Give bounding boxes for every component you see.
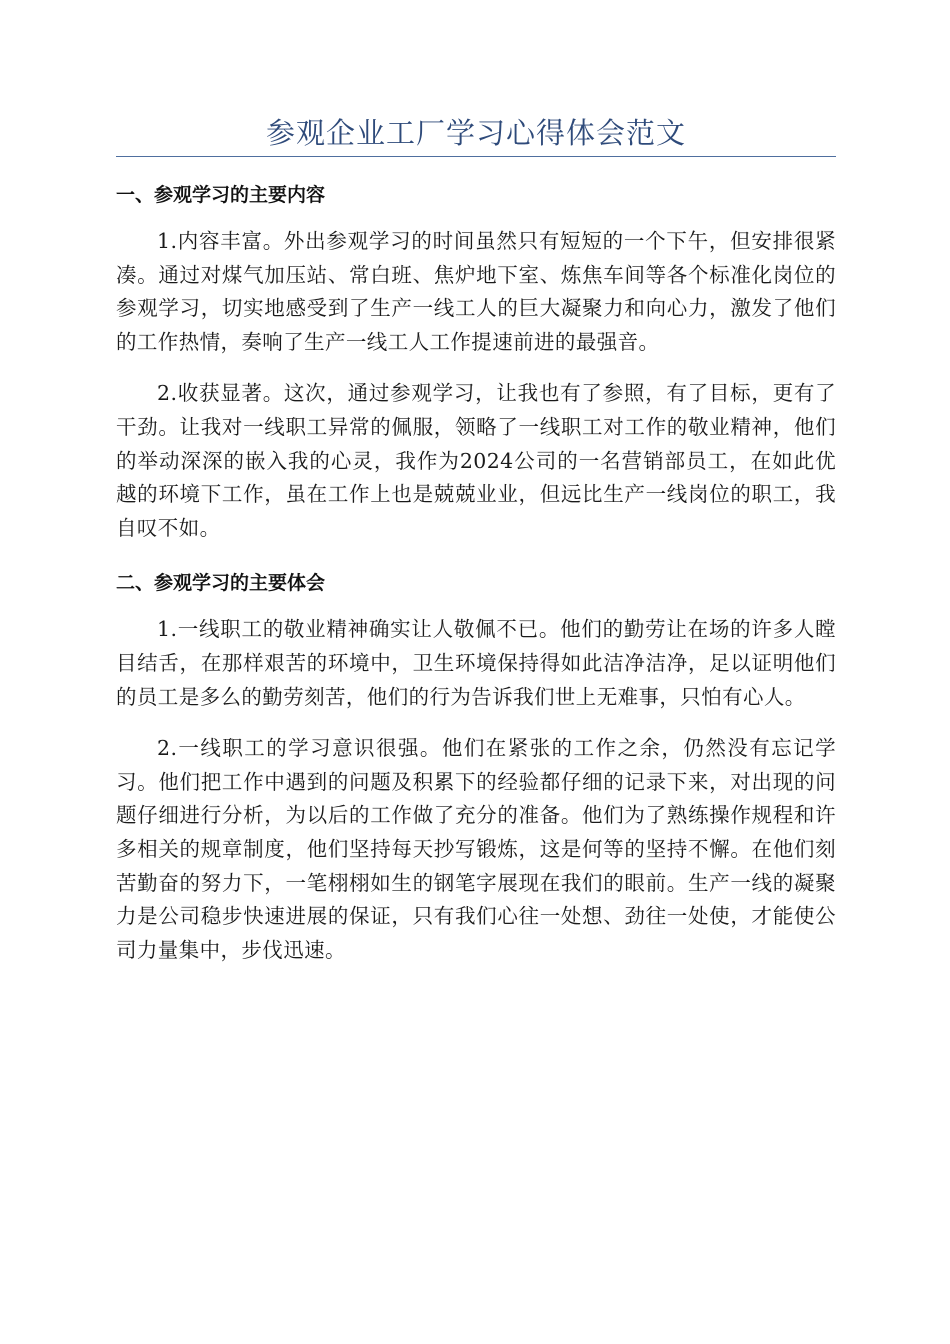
paragraph: 1.内容丰富。外出参观学习的时间虽然只有短短的一个下午，但安排很紧凑。通过对煤气加压站、常白班、焦炉地下室、炼焦车间等各个标准化岗位的参观学习，切实地感受到了生产一线工人的巨大凝聚力和向心力，激发了他们的工作热情，奏响了生产一线工人工作提速前进的最强音。 — [116, 229, 836, 354]
section-heading-content: 一、参观学习的主要内容 — [116, 184, 326, 206]
paragraph: 2.收获显著。这次，通过参观学习，让我也有了参照，有了目标，更有了干劲。让我对一线职工异常的佩服，领略了一线职工对工作的敬业精神，他们的举动深深的嵌入我的心灵，我作为2024公司的一名营销部员工，在如此优越的环境下工作，虽在工作上也是兢兢业业，但远比生产一线岗位的职工，我自叹不如。 — [116, 381, 836, 540]
document-title: 参观企业工厂学习心得体会范文 — [265, 116, 686, 150]
title-divider — [116, 156, 836, 157]
section-heading-experience: 二、参观学习的主要体会 — [116, 572, 326, 595]
paragraph: 1.一线职工的敬业精神确实让人敬佩不已。他们的勤劳让在场的许多人瞠目结舌，在那样艰苦的环境中，卫生环境保持得如此洁净洁净，足以证明他们的员工是多么的勤劳刻苦，他们的行为告诉我们世上无难事，只怕有心人。 — [116, 617, 836, 709]
paragraph: 2.一线职工的学习意识很强。他们在紧张的工作之余，仍然没有忘记学习。他们把工作中遇到的问题及积累下的经验都仔细的记录下来，对出现的问题仔细进行分析，为以后的工作做了充分的准备。他们为了熟练操作规程和许多相关的规章制度，他们坚持每天抄写锻炼，这是何等的坚持不懈。在他们刻苦勤奋的努力下，一笔栩栩如生的钢笔字展现在我们的眼前。生产一线的凝聚力是公司稳步快速进展的保证，只有我们心往一处想、劲往一处使，才能使公司力量集中，步伐迅速。 — [116, 736, 836, 962]
document-page — [116, 108, 836, 985]
